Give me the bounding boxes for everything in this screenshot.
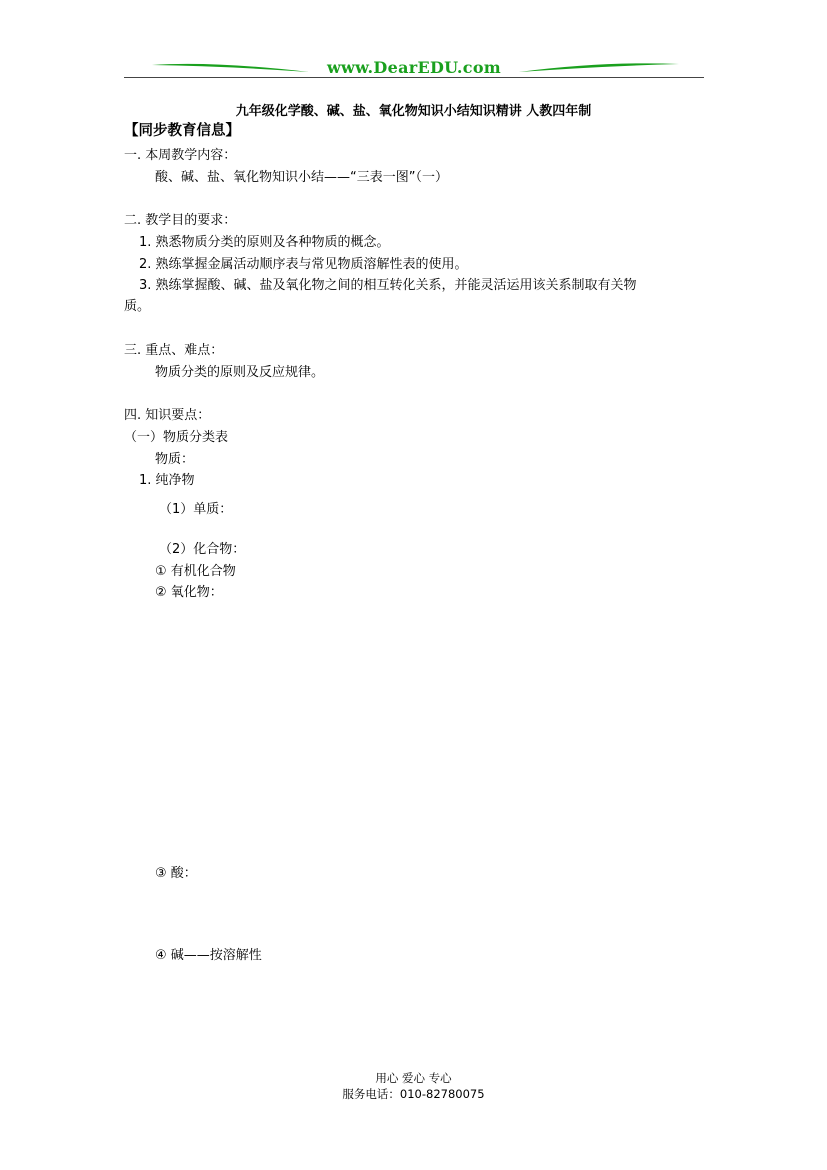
section-heading: 【同步教育信息】 [124, 123, 240, 139]
footer-slogan: 用心 爱心 专心 [375, 1071, 452, 1085]
acid-label: ③ 酸： [155, 866, 197, 881]
base-label: ④ 碱——按溶解性 [155, 948, 262, 963]
section-3-body: 物质分类的原则及反应规律。 [155, 365, 325, 380]
compound-label: （2）化合物： [159, 542, 246, 557]
matter-label: 物质： [155, 452, 195, 467]
organic-compound-label: ① 有机化合物 [155, 564, 236, 579]
section-2-item-1: 1. 熟悉物质分类的原则及各种物质的概念。 [139, 235, 390, 250]
oxide-label: ② 氧化物： [155, 585, 223, 600]
section-2-item-2: 2. 熟练掌握金属活动顺序表与常见物质溶解性表的使用。 [139, 257, 468, 272]
section-2-heading: 二. 教学目的要求： [124, 213, 237, 228]
section-1-body: 酸、碱、盐、氧化物知识小结——“三表一图”（一） [155, 170, 448, 185]
section-3-heading: 三. 重点、难点： [124, 343, 224, 358]
footer-phone: 服务电话：010-82780075 [342, 1087, 485, 1101]
header-banner [124, 52, 704, 82]
site-logo[interactable]: www.DearEDU.com [326, 58, 502, 77]
section-4-subheading: （一）物质分类表 [124, 430, 229, 445]
element-label: （1）单质： [159, 502, 233, 517]
section-2-item-3-line-1: 3. 熟练掌握酸、碱、盐及氧化物之间的相互转化关系，并能灵活运用该关系制取有关物 [139, 278, 637, 293]
section-1-heading: 一. 本周教学内容： [124, 148, 237, 163]
section-4-heading: 四. 知识要点： [124, 408, 211, 423]
section-2-item-3-line-2: 质。 [124, 299, 151, 314]
document-title: 九年级化学酸、碱、盐、氧化物知识小结知识精讲 人教四年制 [235, 104, 592, 119]
pure-substance-label: 1. 纯净物 [139, 473, 195, 488]
